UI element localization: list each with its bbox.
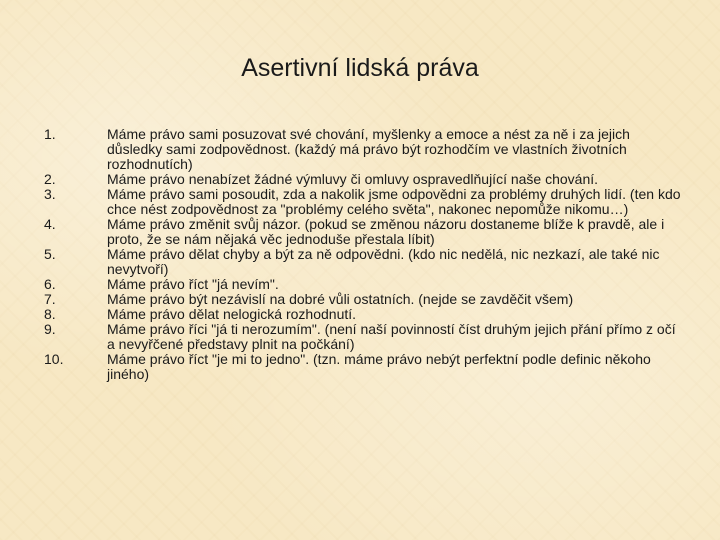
item-number: 9. bbox=[44, 321, 56, 337]
item-text: Máme právo sami posuzovat své chování, myšlenky a emoce a nést za ně i za jejich důsledky sami zodpovědnost. (každý má právo být rozhodčím ve vlastních životních rozhodnutích) bbox=[107, 126, 630, 172]
item-text: Máme právo sami posoudit, zda a nakolik jsme odpovědni za problémy druhých lidí. (ten kdo chce nést zodpovědnost za "problémy celého světa", nakonec nepomůže nikomu…) bbox=[107, 186, 681, 217]
item-number: 5. bbox=[44, 246, 56, 262]
list-item bbox=[44, 247, 684, 277]
list-item bbox=[44, 352, 684, 382]
item-text: Máme právo změnit svůj názor. (pokud se změnou názoru dostaneme blíže k pravdě, ale i proto, že se nám nějaká věc jednoduše přestala líbit) bbox=[107, 216, 665, 247]
item-text: Máme právo říci "já ti nerozumím". (není naší povinností číst druhým jejich přání přímo z očí a nevyřčené představy plnit na počkání) bbox=[107, 321, 676, 352]
item-number: 10. bbox=[44, 351, 64, 367]
item-text: Máme právo dělat chyby a být za ně odpovědni. (kdo nic nedělá, nic nezkazí, ale také nic nevytvoří) bbox=[107, 246, 660, 277]
item-number: 6. bbox=[44, 276, 56, 292]
list-item bbox=[44, 307, 684, 322]
rights-list bbox=[44, 127, 684, 382]
item-number: 3. bbox=[44, 186, 56, 202]
list-item bbox=[44, 277, 684, 292]
item-text: Máme právo nenabízet žádné výmluvy či omluvy ospravedlňující naše chování. bbox=[107, 171, 599, 187]
item-text: Máme právo říct "je mi to jedno". (tzn. máme právo nebýt perfektní podle definic někoho jiného) bbox=[107, 351, 651, 382]
slide-title: Asertivní lidská práva bbox=[241, 54, 479, 82]
item-number: 8. bbox=[44, 306, 56, 322]
item-text: Máme právo říct "já nevím". bbox=[107, 276, 279, 292]
list-item bbox=[44, 292, 684, 307]
item-number: 4. bbox=[44, 216, 56, 232]
list-item bbox=[44, 322, 684, 352]
item-text: Máme právo být nezávislí na dobré vůli ostatních. (nejde se zavděčit všem) bbox=[107, 291, 574, 307]
list-item bbox=[44, 217, 684, 247]
item-number: 1. bbox=[44, 126, 56, 142]
list-item bbox=[44, 187, 684, 217]
list-item bbox=[44, 127, 684, 172]
item-number: 7. bbox=[44, 291, 56, 307]
item-text: Máme právo dělat nelogická rozhodnutí. bbox=[107, 306, 357, 322]
item-number: 2. bbox=[44, 171, 56, 187]
list-item bbox=[44, 172, 684, 187]
